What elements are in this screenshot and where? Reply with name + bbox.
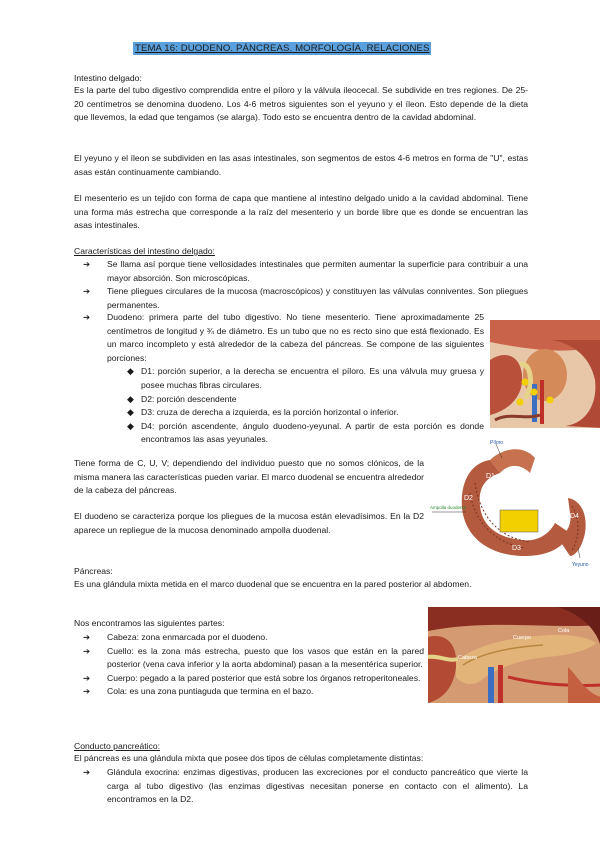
caracteristicas-list (74, 258, 528, 312)
list-item: ➔ Cola: es una zona puntiaguda que termina en el bazo. (74, 685, 424, 699)
label-piloro: Píloro (490, 440, 504, 446)
list-item: ➔ Cuerpo: pegado a la pared posterior que está sobre los órganos retroperitoneales. (74, 672, 424, 686)
list-item: ➔ Se llama así porque tiene vellosidades intestinales que permiten aumentar la superficie para contribuir a una mayor absorción. Son microscópicas. (83, 259, 528, 283)
section-heading-intestino: Intestino delgado: (74, 73, 142, 83)
list-item: ◆ D3: cruza de derecha a izquierda, es la porción horizontal o inferior. (127, 406, 484, 420)
label-ampolla: Ampolla duodenal (430, 505, 467, 510)
label-d2: D2 (464, 495, 473, 502)
document-title: TEMA 16: DUODENO. PÁNCREAS. MORFOLOGÍA. RELACIONES (135, 43, 430, 54)
list-item: ➔ Glándula exocrina: enzimas digestivas, producen las excreciones por el conducto pancreático que vierte la carga al tubo digestivo (las enzimas digestivas necesitan ponerse en contacto con el alimento). La encontramos en la D2. (83, 767, 528, 805)
label-yeyuno: Yeyuno (572, 562, 589, 568)
diamond-icon: ◆ (127, 420, 134, 431)
diamond-icon: ◆ (127, 366, 134, 377)
paragraph-conducto-1: El páncreas es una glándula mixta que posee dos tipos de células completamente distintas: (74, 753, 424, 763)
arrow-icon: ➔ (83, 645, 91, 656)
paragraph-intestino-3: El mesenterio es un tejido con forma de capa que mantiene al intestino delgado unido a la cavidad abdominal. Tiene una forma más estrecha que corresponde a la raíz del mesenterio y un borde libre que es donde se encuentran las asas intestinales. (74, 193, 528, 231)
label-cabeza: Cabeza (458, 655, 477, 661)
arrow-icon: ➔ (83, 767, 91, 777)
section-heading-caracteristicas: Características del intestino delgado: (74, 246, 215, 256)
label-d3: D3 (512, 545, 521, 552)
label-d1: D1 (486, 473, 495, 480)
arrow-icon: ➔ (83, 672, 91, 683)
label-cola: Cola (558, 628, 570, 634)
paragraph-intestino-1: Es la parte del tubo digestivo comprendida entre el píloro y la válvula ileocecal. Se subdivide en tres regiones. De 25-20 centímetros se denomina duodeno. Los 4-6 metros siguientes son el yeyuno y el íleon. Esto depende de la dieta que llevemos, la edad que tengamos (se alarga). Todo esto se encuentra dentro de la cavidad abdominal. (74, 85, 528, 123)
label-cuerpo: Cuerpo (513, 635, 532, 641)
paragraph-pancreas-1: Es una glándula mixta metida en el marco duodenal que se encuentra en la pared posterior al abdomen. (74, 579, 472, 589)
section-heading-pancreas: Páncreas: (74, 566, 113, 576)
arrow-icon: ➔ (83, 286, 91, 297)
list-item: ◆ D1: porción superior, a la derecha se encuentra el píloro. Es una válvula muy gruesa y posee muchas fibras circulares. (127, 366, 484, 390)
list-item: ➔ Cuello: es la zona más estrecha, puesto que los vasos que están en la pared posterior (vena cava inferior y la aorta abdominal) pasan a la mesentérica superior. (83, 645, 424, 670)
list-item: ➔ Duodeno: primera parte del tubo digestivo. No tiene mesenterio. Tiene aproximadamente 25 centímetros de longitud y ¾ de diámetro. Es un tubo que no es recto sino que está flexionado. Es un marco incompleto y está alrededor de la cabeza del páncreas. Se compone de las siguientes porciones: ◆ D1: porción superior, a la derecha se encuentra el píloro. Es una válvula muy gruesa y posee muchas fibras circulares. ◆ D2: porción descendente ◆ D3: cruza de derecha a izquierda, es la porción horizontal o inferior. ◆ D4: porción ascendente, ángulo duodeno-yeyunal. A partir de esta porción es donde encontramos las asas yeyunales. (74, 311, 484, 447)
paragraph-forma-1: Tiene forma de C, U, V; dependiendo del individuo puesto que no somos clónicos, de la misma manera las características pueden variar. El marco duodenal se encuentra alrededor de la cabeza del páncreas. (74, 458, 424, 496)
section-heading-conducto: Conducto pancreático: (74, 741, 160, 751)
anatomy-figure-duodeno (430, 438, 595, 570)
pancreas-parts-list (74, 631, 424, 699)
porciones-list (127, 365, 484, 447)
list-item: ◆ D4: porción ascendente, ángulo duodeno-yeyunal. A partir de esta porción es donde encontramos las asas yeyunales. (127, 420, 484, 445)
anatomy-figure-pancreas (428, 607, 600, 703)
arrow-icon: ➔ (83, 259, 91, 269)
conducto-list (74, 766, 528, 807)
arrow-icon: ➔ (83, 632, 91, 642)
paragraph-forma-2: El duodeno se caracteriza porque los pliegues de la mucosa están elevadísimos. En la D2 aparece un repliegue de la mucosa denominado ampolla duodenal. (74, 511, 424, 535)
diamond-icon: ◆ (127, 393, 134, 404)
arrow-icon: ➔ (83, 686, 91, 697)
diamond-icon: ◆ (127, 407, 134, 418)
duodeno-list (74, 311, 484, 447)
anatomy-figure-abdomen (490, 320, 600, 428)
arrow-icon: ➔ (83, 312, 91, 322)
paragraph-intestino-2: El yeyuno y el íleon se subdividen en las asas intestinales, son segmentos de estos 4-6 metros en forma de "U", estas asas están continuamente cambiando. (74, 153, 528, 177)
list-item: ◆ D2: porción descendente (127, 393, 484, 407)
label-d4: D4 (570, 513, 579, 520)
paragraph-pancreas-2: Nos encontramos las siguientes partes: (74, 618, 225, 628)
list-item: ➔ Cabeza: zona enmarcada por el duodeno. (74, 631, 424, 645)
list-item: ➔ Tiene pliegues circulares de la mucosa (macroscópicos) y constituyen las válvulas conniventes. Son pliegues permanentes. (83, 286, 528, 310)
